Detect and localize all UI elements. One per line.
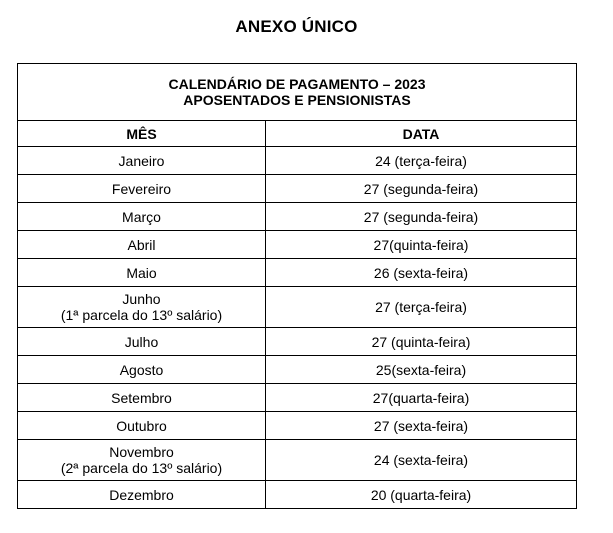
table-row — [18, 287, 577, 328]
date-cell: 24 (sexta-feira) — [266, 440, 577, 481]
table-row — [18, 384, 577, 412]
document-title: ANEXO ÚNICO — [235, 17, 358, 36]
table-heading-line-2: APOSENTADOS E PENSIONISTAS — [183, 92, 411, 108]
column-header-row — [18, 121, 577, 147]
month-cell — [18, 440, 266, 481]
month-cell: Abril — [18, 231, 266, 259]
date-cell: 27 (quinta-feira) — [266, 328, 577, 356]
month-name: Junho — [122, 291, 161, 307]
date-cell: 27(quarta-feira) — [266, 384, 577, 412]
table-row — [18, 259, 577, 287]
column-header-date: DATA — [266, 121, 577, 147]
month-note: (2ª parcela do 13º salário) — [60, 460, 223, 476]
date-cell: 27 (segunda-feira) — [266, 175, 577, 203]
table-row — [18, 231, 577, 259]
month-cell: Agosto — [18, 356, 266, 384]
date-cell: 20 (quarta-feira) — [266, 481, 577, 509]
date-cell: 26 (sexta-feira) — [266, 259, 577, 287]
date-cell: 27 (sexta-feira) — [266, 412, 577, 440]
table-row — [18, 175, 577, 203]
table-row — [18, 203, 577, 231]
date-cell: 27 (segunda-feira) — [266, 203, 577, 231]
month-cell: Fevereiro — [18, 175, 266, 203]
month-cell: Janeiro — [18, 147, 266, 175]
month-note: (1ª parcela do 13º salário) — [60, 307, 223, 323]
month-cell: Outubro — [18, 412, 266, 440]
date-cell: 24 (terça-feira) — [266, 147, 577, 175]
month-cell: Março — [18, 203, 266, 231]
month-cell: Setembro — [18, 384, 266, 412]
month-name: Novembro — [109, 444, 174, 460]
month-cell: Dezembro — [18, 481, 266, 509]
month-cell — [18, 287, 266, 328]
date-cell: 27 (terça-feira) — [266, 287, 577, 328]
table-heading-row — [18, 64, 577, 121]
table-row — [18, 440, 577, 481]
table-row — [18, 412, 577, 440]
payment-calendar-table — [17, 63, 577, 509]
table-heading-line-1: CALENDÁRIO DE PAGAMENTO – 2023 — [168, 76, 426, 92]
date-cell: 27(quinta-feira) — [266, 231, 577, 259]
column-header-month: MÊS — [18, 121, 266, 147]
month-cell: Maio — [18, 259, 266, 287]
table-heading — [18, 64, 577, 121]
table-row — [18, 328, 577, 356]
month-cell: Julho — [18, 328, 266, 356]
table-row — [18, 356, 577, 384]
table-row — [18, 147, 577, 175]
date-cell: 25(sexta-feira) — [266, 356, 577, 384]
table-row — [18, 481, 577, 509]
